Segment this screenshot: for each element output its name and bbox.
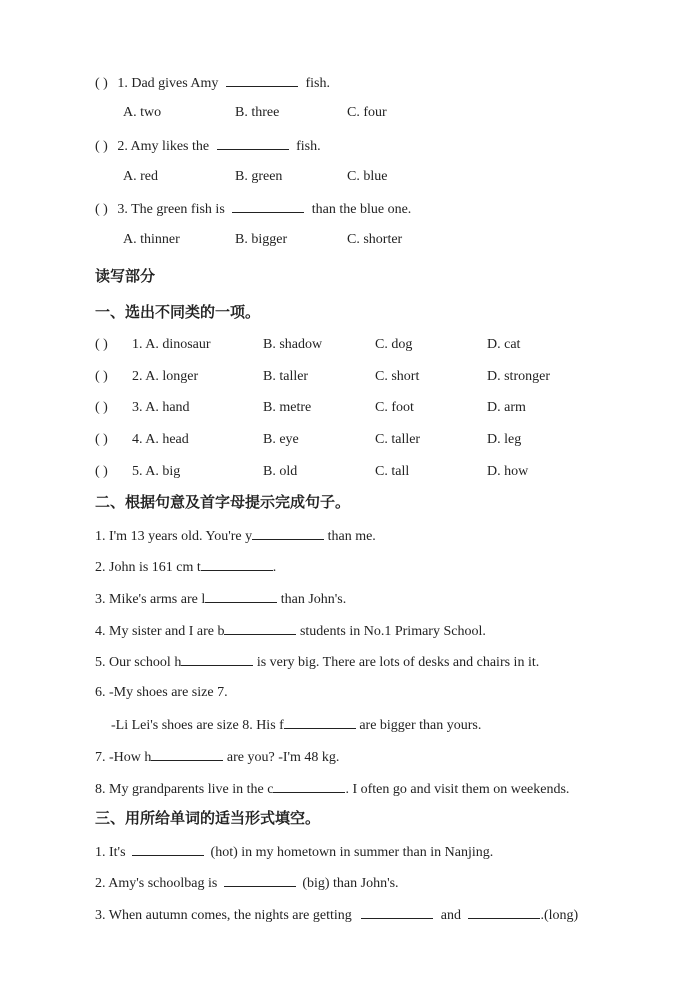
answer-paren: ( ) (95, 202, 108, 217)
option-a: A. red (123, 169, 158, 184)
option-b: B. taller (263, 369, 309, 384)
option-d: D. cat (487, 337, 521, 352)
sentence-text: 5. Our school h (95, 655, 182, 670)
answer-paren: ( ) (95, 432, 108, 447)
sentence-item (95, 683, 228, 703)
sentence-text-after: .(long) (540, 908, 579, 923)
option-b: B. bigger (235, 232, 288, 247)
option-a: A. two (123, 105, 162, 120)
sentence-item (95, 525, 376, 547)
sentence-text-after: (hot) in my hometown in summer than in Nanjing. (210, 845, 494, 860)
answer-paren: ( ) (95, 464, 108, 479)
answer-paren: ( ) (95, 400, 108, 415)
sentence-item (95, 778, 569, 800)
answer-paren: ( ) (95, 337, 108, 352)
option-b: B. three (235, 105, 280, 120)
question-text-after: fish. (305, 76, 330, 91)
option-a: 4. A. head (132, 432, 189, 447)
sentence-text-after: (big) than John's. (302, 876, 399, 891)
question-row (95, 198, 411, 220)
answer-blank[interactable] (224, 872, 296, 887)
option-d: D. how (487, 464, 529, 479)
sentence-text: 1. I'm 13 years old. You're y (95, 529, 253, 544)
sentence-text-middle: and (440, 908, 461, 923)
part2-title: 二、根据句意及首字母提示完成句子。 (95, 493, 351, 511)
sentence-text: 3. Mike's arms are l (95, 592, 206, 607)
answer-blank[interactable] (361, 904, 433, 919)
sentence-text: 2. John is 161 cm t (95, 560, 201, 575)
sentence-item (111, 714, 481, 736)
answer-paren: ( ) (95, 139, 108, 154)
option-b: B. old (263, 464, 298, 479)
option-c: C. four (347, 105, 387, 120)
answer-blank[interactable] (181, 651, 253, 666)
option-b: B. shadow (263, 337, 323, 352)
answer-blank[interactable] (205, 588, 277, 603)
option-c: C. blue (347, 169, 388, 184)
option-a: A. thinner (123, 232, 180, 247)
question-row (95, 72, 330, 94)
sentence-text-after: are bigger than yours. (355, 718, 482, 733)
answer-blank[interactable] (468, 904, 540, 919)
question-text: 1. Dad gives Amy (117, 76, 219, 91)
fill-item (95, 872, 399, 894)
answer-paren: ( ) (95, 76, 108, 91)
sentence-item (95, 556, 276, 578)
option-d: D. stronger (487, 369, 550, 384)
sentence-text-after: students in No.1 Primary School. (296, 624, 486, 639)
sentence-item (95, 746, 339, 768)
question-row (95, 135, 321, 157)
answer-blank[interactable] (226, 72, 298, 87)
sentence-item (95, 651, 539, 673)
option-c: C. foot (375, 400, 414, 415)
answer-blank[interactable] (151, 746, 223, 761)
option-a: 5. A. big (132, 464, 181, 479)
sentence-text: 4. My sister and I are b (95, 624, 225, 639)
option-c: C. tall (375, 464, 410, 479)
sentence-text: 3. When autumn comes, the nights are getting (95, 908, 352, 923)
option-c: C. shorter (347, 232, 403, 247)
part3-title: 三、用所给单词的适当形式填空。 (95, 809, 321, 827)
sentence-text: 6. -My shoes are size 7. (95, 685, 228, 700)
answer-paren: ( ) (95, 369, 108, 384)
answer-blank[interactable] (132, 841, 204, 856)
answer-blank[interactable] (217, 135, 289, 150)
sentence-text: 8. My grandparents live in the c (95, 782, 274, 797)
sentence-text-after: are you? -I'm 48 kg. (223, 750, 340, 765)
answer-blank[interactable] (224, 620, 296, 635)
option-c: C. taller (375, 432, 421, 447)
answer-blank[interactable] (201, 556, 273, 571)
option-a: 2. A. longer (132, 369, 199, 384)
part1-title: 一、选出不同类的一项。 (95, 303, 261, 321)
question-text-after: than the blue one. (311, 202, 412, 217)
sentence-text: 2. Amy's schoolbag is (95, 876, 218, 891)
answer-blank[interactable] (273, 778, 345, 793)
sentence-item (95, 588, 346, 610)
sentence-text-after: is very big. There are lots of desks and chairs in it. (253, 655, 540, 670)
sentence-text: 1. It's (95, 845, 126, 860)
question-text-after: fish. (296, 139, 321, 154)
option-b: B. eye (263, 432, 299, 447)
sentence-text-after: than John's. (277, 592, 347, 607)
option-a: 3. A. hand (132, 400, 190, 415)
sentence-item (95, 620, 486, 642)
option-a: 1. A. dinosaur (132, 337, 211, 352)
option-b: B. metre (263, 400, 312, 415)
sentence-text-after: than me. (324, 529, 376, 544)
sentence-text: 7. -How h (95, 750, 152, 765)
answer-blank[interactable] (284, 714, 356, 729)
answer-blank[interactable] (232, 198, 304, 213)
fill-item (95, 841, 493, 863)
option-b: B. green (235, 169, 283, 184)
option-c: C. dog (375, 337, 413, 352)
sentence-text: -Li Lei's shoes are size 8. His f (111, 718, 284, 733)
section-title: 读写部分 (95, 267, 156, 285)
sentence-text-after: . I often go and visit them on weekends. (345, 782, 570, 797)
answer-blank[interactable] (252, 525, 324, 540)
question-text: 2. Amy likes the (117, 139, 210, 154)
option-c: C. short (375, 369, 420, 384)
option-d: D. arm (487, 400, 526, 415)
question-text: 3. The green fish is (117, 202, 225, 217)
sentence-text-after: . (272, 560, 277, 575)
option-d: D. leg (487, 432, 522, 447)
fill-item (95, 904, 578, 926)
